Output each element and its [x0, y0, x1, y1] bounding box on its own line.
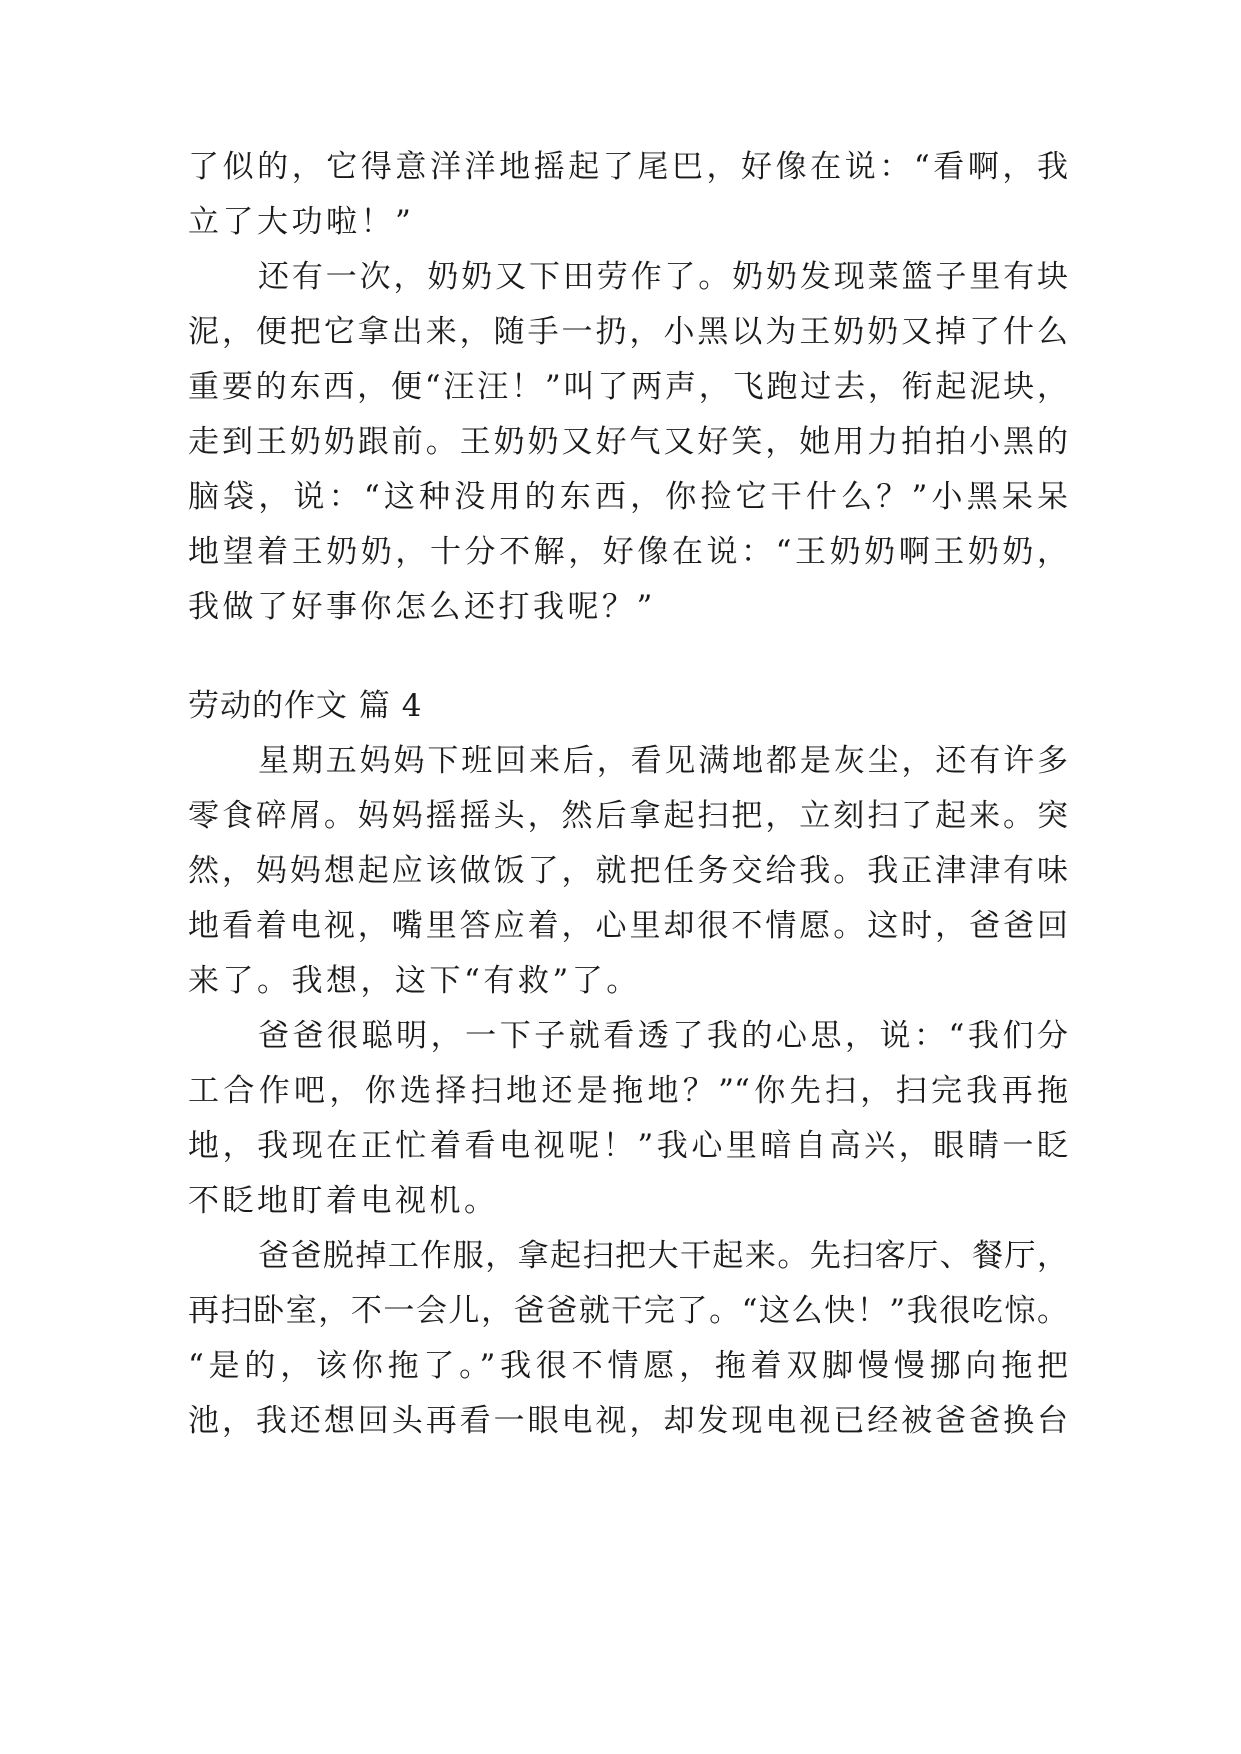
paragraph-line: 还有一次，奶奶又下田劳作了。奶奶发现菜篮子里有块	[258, 259, 1068, 295]
section-heading: 劳动的作文 篇 4	[188, 688, 423, 724]
paragraph-line: 地，我现在正忙着看电视呢！”我心里暗自高兴，眼睛一眨	[188, 1128, 1068, 1164]
paragraph-line: 了似的，它得意洋洋地摇起了尾巴，好像在说：“看啊，我	[188, 149, 1068, 185]
paragraph-line: 不眨地盯着电视机。	[188, 1183, 499, 1219]
paragraph-line: 星期五妈妈下班回来后，看见满地都是灰尘，还有许多	[258, 743, 1068, 779]
paragraph-line: 泥，便把它拿出来，随手一扔，小黑以为王奶奶又掉了什么	[188, 314, 1068, 350]
paragraph-line: 走到王奶奶跟前。王奶奶又好气又好笑，她用力拍拍小黑的	[188, 424, 1068, 460]
paragraph-line: 重要的东西，便“汪汪！”叫了两声，飞跑过去，衔起泥块，	[188, 369, 1068, 405]
paragraph-line: 池，我还想回头再看一眼电视，却发现电视已经被爸爸换台	[188, 1403, 1068, 1439]
paragraph-line: 来了。我想，这下“有救”了。	[188, 963, 641, 999]
paragraph-line: 然，妈妈想起应该做饭了，就把任务交给我。我正津津有味	[188, 853, 1068, 889]
paragraph-line: 零食碎屑。妈妈摇摇头，然后拿起扫把，立刻扫了起来。突	[188, 798, 1068, 834]
paragraph-line: 爸爸很聪明，一下子就看透了我的心思，说：“我们分	[258, 1018, 1068, 1054]
paragraph-line: 工合作吧，你选择扫地还是拖地？”“你先扫，扫完我再拖	[188, 1073, 1068, 1109]
paragraph-line: 脑袋，说：“这种没用的东西，你捡它干什么？”小黑呆呆	[188, 479, 1068, 515]
paragraph-line: 立了大功啦！”	[188, 204, 415, 240]
paragraph-line: “是的，该你拖了。”我很不情愿，拖着双脚慢慢挪向拖把	[188, 1348, 1068, 1384]
paragraph-line: 再扫卧室，不一会儿，爸爸就干完了。“这么快！”我很吃惊。	[188, 1293, 1068, 1329]
paragraph-line: 地看着电视，嘴里答应着，心里却很不情愿。这时，爸爸回	[188, 908, 1068, 944]
paragraph-line: 地望着王奶奶，十分不解，好像在说：“王奶奶啊王奶奶，	[188, 534, 1068, 570]
paragraph-line: 我做了好事你怎么还打我呢？”	[188, 589, 656, 625]
paragraph-line: 爸爸脱掉工作服，拿起扫把大干起来。先扫客厅、餐厅，	[258, 1238, 1068, 1274]
